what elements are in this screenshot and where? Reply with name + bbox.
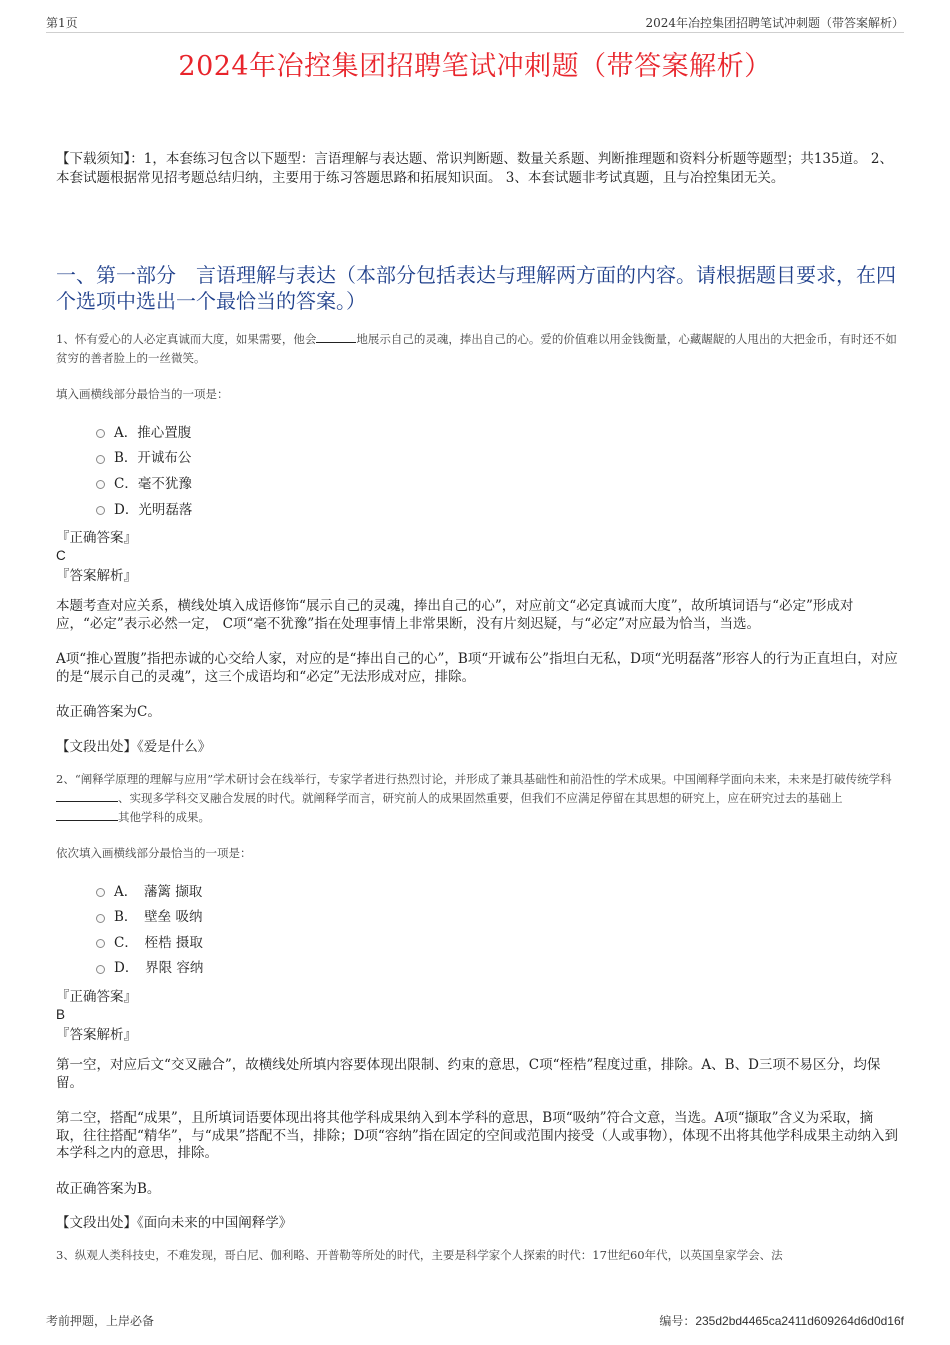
radio-icon[interactable] (96, 429, 105, 438)
q2-source: 【文段出处】《面向未来的中国阐释学》 (56, 1215, 293, 1232)
download-notice: 【下载须知】：1，本套练习包含以下题型：言语理解与表达题、常识判断题、数量关系题、判断推理题和资料分析题等题型；共135道。 2、本套试题根据常见招考题总结归纳，主要用于练习答题思路和拓展知识面。 3、本套试题非考试真题，且与冶控集团无关。 (56, 151, 893, 186)
q1-analysis-1: 本题考查对应关系，横线处填入成语修饰“展示自己的灵魂，捧出自己的心”，对应前文“必定真诚而大度”，故所填词语与“必定”形成对应，“必定”表示必然一定， C项“毫不犹豫”指在处理事情上非常果断，没有片刻迟疑，与“必定”对应最为恰当，当选。 (56, 598, 854, 632)
q1-answer: C (56, 548, 66, 564)
q1-source: 【文段出处】《爱是什么》 (56, 738, 212, 755)
q1-stem-b: 地展示自己的灵魂，捧出自己的心。爱的价值难以用金钱衡量，心藏龌龊的人甩出的大把金币，有时还不如贫穷的善者脸上的一丝微笑。 (56, 332, 897, 365)
q2-option-b[interactable] (96, 902, 898, 928)
q1-stem-a: 1、怀有爱心的人必定真诚而大度，如果需要，他会 (56, 332, 317, 346)
q1-blank (316, 330, 356, 343)
q2-analysis-label: 『答案解析』 (56, 1027, 137, 1044)
page-header (46, 14, 904, 33)
q2-stem-c: 其他学科的成果。 (118, 809, 210, 824)
radio-icon[interactable] (96, 965, 105, 974)
q2-analysis-3: 故正确答案为B。 (56, 1180, 161, 1197)
page-footer (46, 1312, 904, 1330)
q1-option-c-label: C．毫不犹豫 (114, 475, 192, 492)
question-2-stem (56, 770, 898, 827)
footer-code-value: 235d2bd4465ca2411d609264d6d0d16f (695, 1314, 904, 1328)
q2-option-a[interactable] (96, 877, 898, 903)
q1-prompt: 填入画横线部分最恰当的一项是： (56, 387, 229, 401)
page-number: 第1页 (46, 16, 78, 30)
q1-option-d-label: D．光明磊落 (114, 501, 193, 518)
radio-icon[interactable] (96, 888, 105, 897)
q2-analysis-2: 第二空，搭配“成果”，且所填词语要体现出将其他学科成果纳入到本学科的意思，B项“吸纳”符合文意，当选。A项“撷取”含义为采取，摘取，往往搭配“精华”，与“成果”搭配不当，排除；D项“容纳”指在固定的空间或范围内接受（人或事物），体现不出将其他学科成果主动纳入到本学科之内的意思，排除。 (56, 1110, 898, 1162)
q1-analysis-label: 『答案解析』 (56, 568, 137, 585)
q1-analysis-2: A项“推心置腹”指把赤诚的心交给人家，对应的是“捧出自己的心”，B项“开诚布公”指坦白无私，D项“光明磊落”形容人的行为正直坦白，对应的是“展示自己的灵魂”，这三个成语均和“必定”无法形成对应，排除。 (56, 651, 898, 685)
q2-option-b-label: B． 壁垒 吸纳 (114, 909, 203, 926)
radio-icon[interactable] (96, 914, 105, 923)
q2-blank-1 (56, 789, 118, 802)
header-doc-title: 2024年冶控集团招聘笔试冲刺题（带答案解析） (645, 16, 904, 30)
section-heading: 一、第一部分 言语理解与表达（本部分包括表达与理解两方面的内容。请根据题目要求，在四个选项中选出一个最恰当的答案。） (56, 263, 896, 313)
q2-blank-2 (56, 808, 118, 821)
question-3-stem: 3、纵观人类科技史，不难发现，哥白尼、伽利略、开普勒等所处的时代，主要是科学家个人探索的时代：17世纪60年代，以英国皇家学会、法 (56, 1248, 783, 1263)
q2-option-c-label: C． 桎梏 摄取 (114, 934, 203, 951)
q2-prompt: 依次填入画横线部分最恰当的一项是： (56, 845, 252, 860)
q1-answer-label: 『正确答案』 (56, 530, 137, 547)
q2-option-c[interactable] (96, 928, 898, 954)
footer-code (659, 1312, 904, 1329)
footer-slogan: 考前押题，上岸必备 (46, 1314, 155, 1328)
footer-code-label: 编号： (659, 1314, 696, 1328)
q2-stem-b: 、实现多学科交叉融合发展的时代。就阐释学而言，研究前人的成果固然重要，但我们不应满足停留在其思想的研究上，应在研究过去的基础上 (118, 790, 843, 805)
q1-option-b-label: B．开诚布公 (114, 450, 192, 467)
q2-option-a-label: A． 藩篱 撷取 (114, 883, 203, 900)
q2-analysis-1: 第一空，对应后文“交叉融合”，故横线处所填内容要体现出限制、约束的意思，C项“桎梏”程度过重，排除。A、B、D三项不易区分，均保留。 (56, 1057, 881, 1091)
document-title: 2024年冶控集团招聘笔试冲刺题（带答案解析） (178, 51, 772, 82)
q1-options (56, 418, 898, 520)
q1-option-d[interactable] (96, 495, 898, 521)
radio-icon[interactable] (96, 455, 105, 464)
radio-icon[interactable] (96, 506, 105, 515)
document-body (56, 150, 898, 1265)
q2-option-d[interactable] (96, 954, 898, 980)
q2-options (56, 877, 898, 979)
question-1-stem (56, 330, 898, 368)
q1-option-c[interactable] (96, 469, 898, 495)
q1-option-a-label: A．推心置腹 (114, 424, 192, 441)
q2-answer-label: 『正确答案』 (56, 989, 137, 1006)
q2-stem-a: 2、“阐释学原理的理解与应用”学术研讨会在线举行，专家学者进行热烈讨论，并形成了兼具基础性和前沿性的学术成果。中国阐释学面向未来，未来是打破传统学科 (56, 771, 892, 786)
radio-icon[interactable] (96, 939, 105, 948)
q1-option-a[interactable] (96, 418, 898, 444)
q2-answer: B (56, 1007, 66, 1023)
radio-icon[interactable] (96, 480, 105, 489)
q1-option-b[interactable] (96, 444, 898, 470)
q1-analysis-3: 故正确答案为C。 (56, 704, 161, 721)
q2-option-d-label: D． 界限 容纳 (114, 960, 204, 977)
